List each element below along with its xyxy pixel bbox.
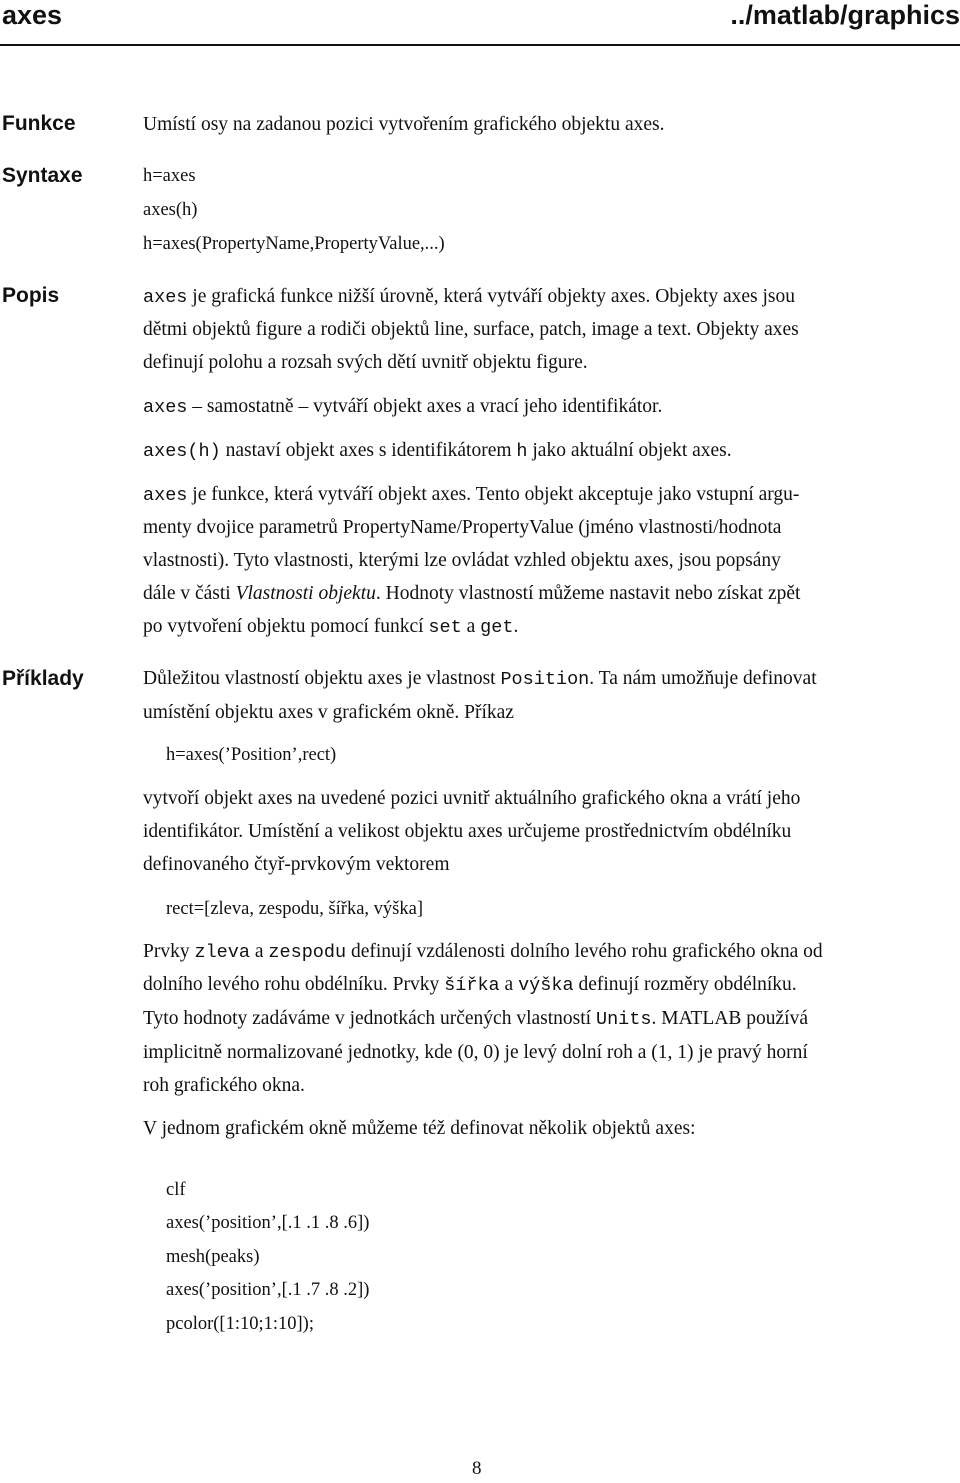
- code-axes: axes: [143, 397, 188, 418]
- page-title: axes: [2, 0, 63, 30]
- popis-line-3: definují polohu a rozsah svých dětí uvnitř objektu figure.: [143, 352, 588, 373]
- text-span: nastaví objekt axes s identifikátorem: [220, 440, 517, 461]
- funkce-text: Umístí osy na zadanou pozici vytvořením grafického objektu axes.: [143, 114, 665, 135]
- label-priklady: Příklady: [2, 667, 84, 690]
- text-span: Důležitou vlastností objektu axes je vlastnost: [143, 668, 501, 689]
- label-syntaxe: Syntaxe: [2, 164, 83, 187]
- text-span: . Hodnoty vlastností můžeme nastavit nebo získat zpět: [375, 583, 801, 604]
- text-span: jako aktuální objekt axes.: [527, 440, 732, 461]
- text-span: – samostatně – vytváří objekt axes a vrací jeho identifikátor.: [187, 396, 663, 417]
- text-span: a: [461, 616, 481, 637]
- code-get: get: [480, 617, 514, 638]
- text-span: a: [499, 974, 519, 995]
- text-span: definují rozměry obdélníku.: [573, 974, 797, 995]
- text-span: dále v části: [143, 583, 236, 604]
- popis-para-4-line-4: [143, 577, 800, 611]
- popis-para-2: [143, 390, 662, 425]
- code-block-line-2: axes(’position’,[.1 .1 .8 .6]): [166, 1213, 370, 1233]
- code-zleva: zleva: [194, 942, 250, 963]
- code-block-line-1: clf: [166, 1180, 186, 1200]
- code-axes: axes: [143, 287, 188, 308]
- priklady-line-5: definovaného čtyř-prvkovým vektorem: [143, 854, 450, 875]
- text-span: po vytvoření objektu pomocí funkcí: [143, 616, 429, 637]
- priklady-line-3: vytvoří objekt axes na uvedené pozici uvnitř aktuálního grafického okna a vrátí jeho: [143, 788, 801, 809]
- popis-para-4-line-5: [143, 610, 518, 645]
- syntax-line-2: axes(h): [143, 200, 198, 220]
- priklady-line-9: implicitně normalizované jednotky, kde (0, 0) je levý dolní roh a (1, 1) je pravý horní: [143, 1042, 808, 1063]
- priklady-line-8: [143, 1002, 808, 1037]
- text-span: Tyto hodnoty zadáváme v jednotkách určených vlastností: [143, 1008, 596, 1029]
- section-path: ../matlab/graphics: [730, 0, 960, 30]
- code-block-line-4: axes(’position’,[.1 .7 .8 .2]): [166, 1280, 370, 1300]
- popis-para-3: [143, 434, 732, 469]
- header-rule: [0, 44, 960, 46]
- code-h: h: [516, 441, 528, 462]
- text-span: . MATLAB používá: [651, 1008, 809, 1029]
- code-example-1: h=axes(’Position’,rect): [166, 745, 337, 765]
- syntax-line-1: h=axes: [143, 166, 196, 186]
- code-example-2: rect=[zleva, zespodu, šířka, výška]: [166, 899, 423, 919]
- popis-para-4-line-3: vlastnosti). Tyto vlastnosti, kterými lze ovládat vzhled objektu axes, jsou popsány: [143, 550, 781, 571]
- text-span: definují vzdálenosti dolního levého rohu grafického okna od: [346, 941, 823, 962]
- code-block-line-3: mesh(peaks): [166, 1247, 260, 1267]
- page-number: 8: [472, 1458, 482, 1479]
- popis-line-2: dětmi objektů figure a rodiči objektů line, surface, patch, image a text. Objekty axes: [143, 319, 799, 340]
- priklady-line-4: identifikátor. Umístění a velikost objektu axes určujeme prostřednictvím obdélníku: [143, 821, 792, 842]
- popis-para-4-line-2: menty dvojice parametrů PropertyName/PropertyValue (jméno vlastnosti/hodnota: [143, 517, 782, 538]
- priklady-line-11: V jednom grafickém okně můžeme též definovat několik objektů axes:: [143, 1118, 696, 1139]
- code-sirka: šířka: [444, 975, 500, 996]
- label-popis: Popis: [2, 284, 60, 307]
- code-zespodu: zespodu: [268, 942, 347, 963]
- priklady-line-6: [143, 935, 823, 970]
- priklady-line-7: [143, 968, 797, 1003]
- text-span: je funkce, která vytváří objekt axes. Tento objekt akceptuje jako vstupní argu-: [187, 484, 800, 505]
- code-axes: axes: [143, 485, 188, 506]
- popis-para-4-line-1: [143, 478, 799, 513]
- priklady-line-1: [143, 662, 817, 697]
- code-units: Units: [595, 1009, 652, 1030]
- code-set: set: [428, 617, 462, 638]
- code-position: Position: [500, 669, 590, 690]
- page-header: [0, 0, 960, 44]
- code-vyska: výška: [518, 975, 574, 996]
- text-span: dolního levého rohu obdélníku. Prvky: [143, 974, 445, 995]
- text-span: . Ta nám umožňuje definovat: [589, 668, 817, 689]
- text-span: je grafická funkce nižší úrovně, která vytváří objekty axes. Objekty axes jsou: [187, 286, 795, 307]
- priklady-line-10: roh grafického okna.: [143, 1075, 305, 1096]
- text-span: Prvky: [143, 941, 195, 962]
- popis-line-1: [143, 280, 795, 315]
- code-block-line-5: pcolor([1:10;1:10]);: [166, 1314, 314, 1334]
- priklady-line-2: umístění objektu axes v grafickém okně. Příkaz: [143, 702, 514, 723]
- label-funkce: Funkce: [2, 112, 76, 135]
- section-reference: Vlastnosti objektu: [235, 583, 376, 604]
- text-span: .: [513, 616, 519, 637]
- text-span: a: [249, 941, 269, 962]
- code-axes-h: axes(h): [143, 441, 221, 462]
- syntax-line-3: h=axes(PropertyName,PropertyValue,...): [143, 234, 445, 254]
